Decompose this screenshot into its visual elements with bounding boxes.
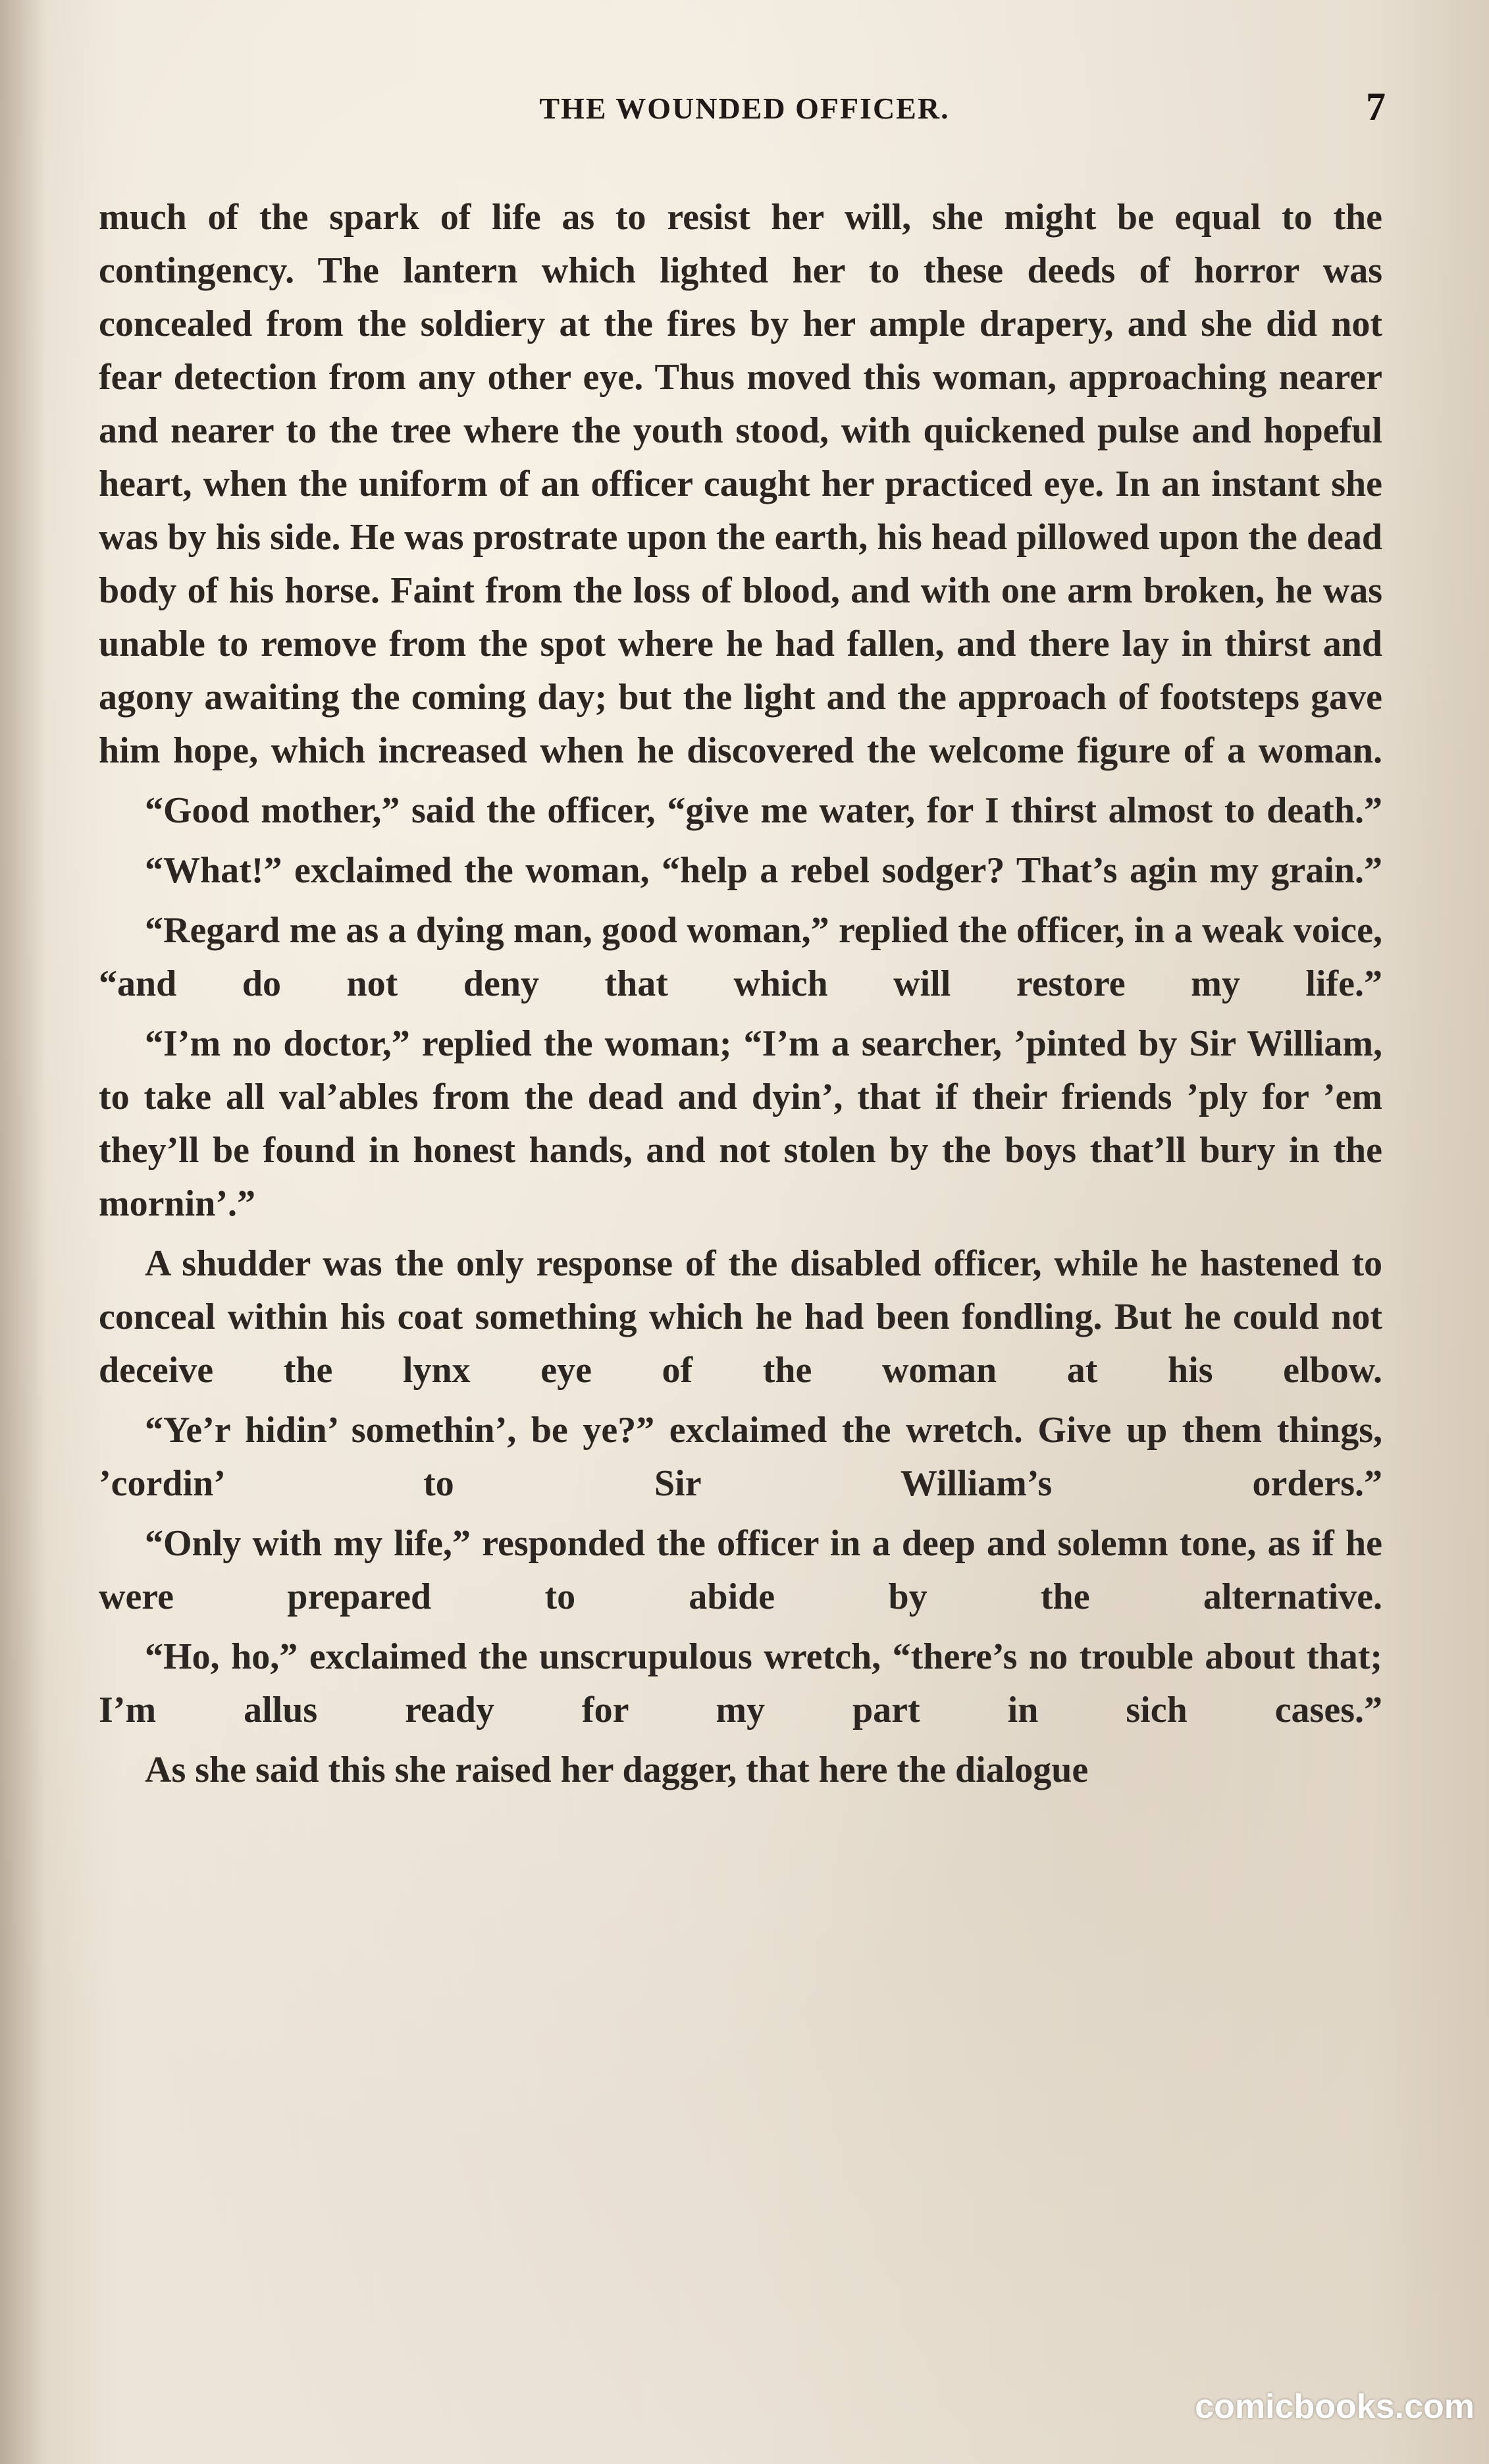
- running-title: THE WOUNDED OFFICER.: [539, 92, 950, 125]
- paragraph-continuation: much of the spark of life as to resist her will, she might be equal to the contingency. The lantern which lighted her to these deeds of horror was concealed from the soldiery at the fires by her ample drapery, and she did not fear detection from any other eye. Thus moved this woman, approaching nearer and nearer to the tree where the youth stood, with quickened pulse and hopeful heart, when the uniform of an officer caught her practiced eye. In an instant she was by his side. He was prostrate upon the earth, his head pillowed upon the dead body of his horse. Faint from the loss of blood, and with one arm broken, he was unable to remove from the spot where he had fallen, and there lay in thirst and agony awaiting the coming day; but the light and the approach of footsteps gave him hope, which increased when he discovered the welcome figure of a woman.: [99, 197, 1382, 771]
- paragraph-dialogue: “Ye’r hidin’ somethin’, be ye?” exclaimed the wretch. Give up them things, ’cordin’ to Sir William’s orders.”: [99, 1410, 1382, 1504]
- site-watermark: comicbooks.com: [1195, 2388, 1475, 2426]
- body-text: [99, 191, 1382, 2338]
- paragraph-dialogue: “Regard me as a dying man, good woman,” replied the officer, in a weak voice, “and do not deny that which will restore my life.”: [99, 910, 1382, 1004]
- paragraph-dialogue: “What!” exclaimed the woman, “help a rebel sodger? That’s agin my grain.”: [145, 850, 1382, 891]
- paragraph-dialogue: “I’m no doctor,” replied the woman; “I’m a searcher, ’pinted by Sir William, to take all val’ables from the dead and dyin’, that if their friends ’ply for ’em they’ll be found in honest hands, and not stolen by the boys that’ll bury in the mornin’.”: [99, 1023, 1382, 1224]
- paragraph-dialogue: “Ho, ho,” exclaimed the unscrupulous wretch, “there’s no trouble about that; I’m allus ready for my part in sich cases.”: [99, 1636, 1382, 1730]
- paragraph-dialogue: “Only with my life,” responded the officer in a deep and solemn tone, as if he were prepared to abide by the alternative.: [99, 1523, 1382, 1617]
- paragraph-narration: As she said this she raised her dagger, that here the dialogue: [145, 1750, 1089, 1790]
- page-number: 7: [1366, 85, 1386, 128]
- binding-shadow: [0, 0, 46, 2464]
- paragraph-narration: A shudder was the only response of the disabled officer, while he hastened to conceal within his coat something which he had been fondling. But he could not deceive the lynx eye of the woman at his elbow.: [99, 1243, 1382, 1391]
- paragraph-dialogue: “Good mother,” said the officer, “give me water, for I thirst almost to death.”: [145, 790, 1382, 831]
